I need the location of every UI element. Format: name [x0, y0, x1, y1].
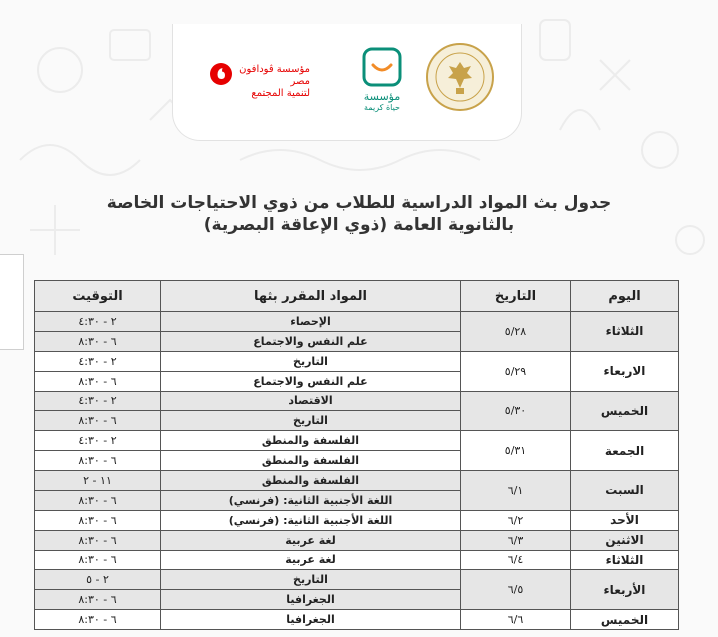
time-cell: ٦ - ٨:٣٠ [35, 331, 161, 351]
day-cell: السبت [571, 471, 679, 511]
time-cell: ٦ - ٨:٣٠ [35, 590, 161, 610]
time-cell: ٦ - ٨:٣٠ [35, 451, 161, 471]
subject-cell: الفلسفة والمنطق [161, 471, 461, 491]
hayah-line1: مؤسسة [363, 90, 401, 103]
table-row [35, 471, 679, 491]
day-cell: الثلاثاء [571, 312, 679, 352]
vodafone-foundation-label [232, 64, 310, 100]
subject-cell: الجغرافيا [161, 610, 461, 630]
time-cell: ١١ - ٢ [35, 471, 161, 491]
subject-cell: لغة عربية [161, 530, 461, 550]
vodafone-line1: مؤسسة ڤودافون [239, 64, 310, 75]
table-row [35, 610, 679, 630]
time-cell: ٢ - ٤:٣٠ [35, 351, 161, 371]
hayah-karima-label [352, 91, 412, 113]
date-cell: ٥/٢٩ [461, 351, 571, 391]
schedule-table [34, 280, 679, 630]
subject-cell: الجغرافيا [161, 590, 461, 610]
day-cell: الجمعة [571, 431, 679, 471]
subject-cell: الاقتصاد [161, 391, 461, 411]
subject-cell: اللغة الأجنبية الثانية: (فرنسي) [161, 510, 461, 530]
header-day: اليوم [571, 281, 679, 312]
time-cell: ٢ - ٥ [35, 570, 161, 590]
table-row [35, 431, 679, 451]
day-cell: الثلاثاء [571, 550, 679, 570]
time-cell: ٢ - ٤:٣٠ [35, 312, 161, 332]
subject-cell: الفلسفة والمنطق [161, 431, 461, 451]
date-cell: ٦/٢ [461, 510, 571, 530]
ministry-seal-icon [425, 42, 495, 112]
day-cell: الاربعاء [571, 351, 679, 391]
date-cell: ٥/٣١ [461, 431, 571, 471]
subject-cell: علم النفس والاجتماع [161, 371, 461, 391]
hayah-karima-logo-icon [362, 47, 402, 87]
table-row [35, 351, 679, 371]
title-line2: بالثانوية العامة (ذوي الإعاقة البصرية) [203, 215, 515, 235]
date-cell: ٦/٤ [461, 550, 571, 570]
day-cell: الخميس [571, 391, 679, 431]
time-cell: ٦ - ٨:٣٠ [35, 411, 161, 431]
vodafone-line2: مصر [290, 76, 310, 87]
side-panel-edge [0, 254, 24, 350]
time-cell: ٢ - ٤:٣٠ [35, 431, 161, 451]
subject-cell: الإحصاء [161, 312, 461, 332]
date-cell: ٦/٦ [461, 610, 571, 630]
date-cell: ٦/٣ [461, 530, 571, 550]
table-row [35, 530, 679, 550]
table-row [35, 550, 679, 570]
table-row [35, 570, 679, 590]
date-cell: ٥/٣٠ [461, 391, 571, 431]
time-cell: ٦ - ٨:٣٠ [35, 490, 161, 510]
time-cell: ٦ - ٨:٣٠ [35, 510, 161, 530]
time-cell: ٢ - ٤:٣٠ [35, 391, 161, 411]
time-cell: ٦ - ٨:٣٠ [35, 371, 161, 391]
page-title [0, 192, 718, 236]
subject-cell: التاريخ [161, 351, 461, 371]
date-cell: ٦/١ [461, 471, 571, 511]
day-cell: الأربعاء [571, 570, 679, 610]
day-cell: الأحد [571, 510, 679, 530]
time-cell: ٦ - ٨:٣٠ [35, 610, 161, 630]
table-row [35, 391, 679, 411]
subject-cell: التاريخ [161, 411, 461, 431]
day-cell: الخميس [571, 610, 679, 630]
date-cell: ٦/٥ [461, 570, 571, 610]
table-row [35, 312, 679, 332]
title-line1: جدول بث المواد الدراسية للطلاب من ذوي الاحتياجات الخاصة [106, 193, 612, 213]
table-header-row [35, 281, 679, 312]
subject-cell: لغة عربية [161, 550, 461, 570]
vodafone-line3: لتنمية المجتمع [251, 88, 310, 99]
time-cell: ٦ - ٨:٣٠ [35, 530, 161, 550]
header-date: التاريخ [461, 281, 571, 312]
subject-cell: التاريخ [161, 570, 461, 590]
table-row [35, 510, 679, 530]
vodafone-logo-icon [210, 63, 232, 85]
subject-cell: الفلسفة والمنطق [161, 451, 461, 471]
day-cell: الاثنين [571, 530, 679, 550]
header-time: التوقيت [35, 281, 161, 312]
hayah-line2: حياة كريمة [364, 103, 400, 112]
header-subjects: المواد المقرر بثها [161, 281, 461, 312]
subject-cell: اللغة الأجنبية الثانية: (فرنسي) [161, 490, 461, 510]
time-cell: ٦ - ٨:٣٠ [35, 550, 161, 570]
subject-cell: علم النفس والاجتماع [161, 331, 461, 351]
date-cell: ٥/٢٨ [461, 312, 571, 352]
